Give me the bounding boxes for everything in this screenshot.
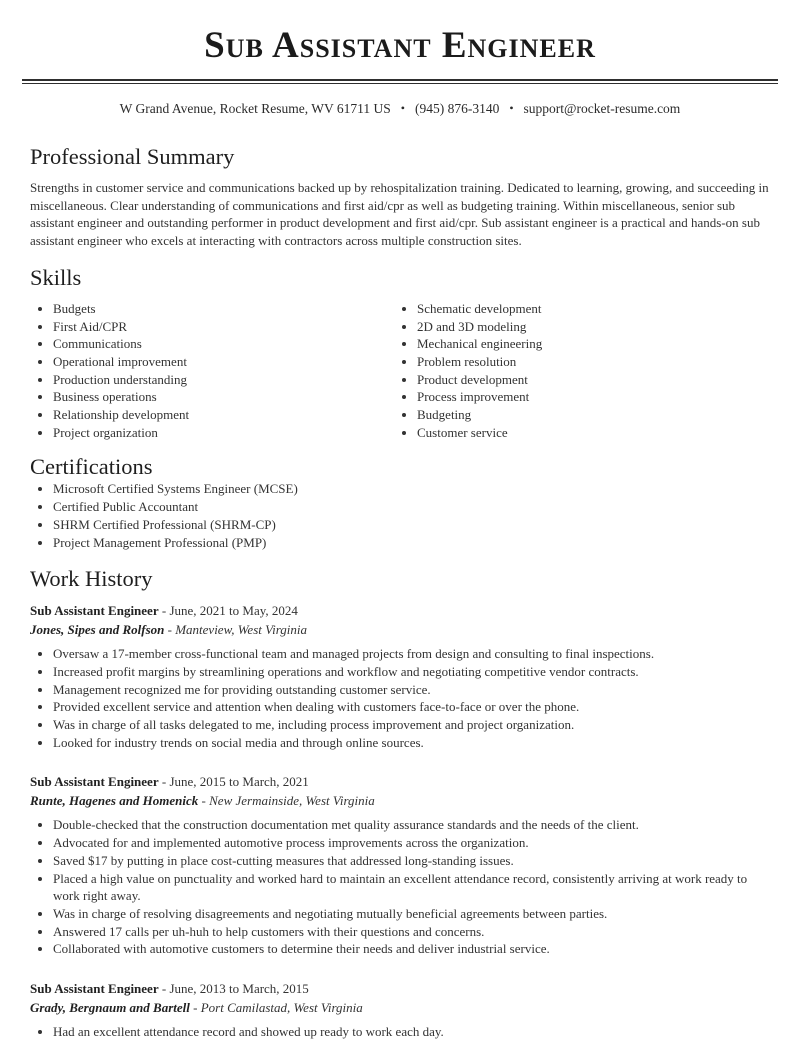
skill-item: • Operational improvement [53,353,400,371]
job-dates: June, 2015 to March, 2021 [169,774,309,790]
section-certifications [30,454,770,551]
job-title-separator: - [158,774,170,790]
job-title-line [30,602,770,621]
skills-columns [30,300,770,442]
job-bullet: • Increased profit margins by streamlining operations and workflow and negotiating competitive vendor contracts. [53,663,770,681]
certification-item: • Microsoft Certified Systems Engineer (MCSE) [53,480,770,498]
summary-paragraph: Strengths in customer service and communications backed up by rehospitalization training. Dedicated to learning, growing, and succeeding in miscellaneous. Clear understanding of communications and first aid/cpr as well as budgeting training. Within miscellaneous, senior sub assistant engineer and outstanding performer in product development and first aid/cpr. Sub assistant engineer is a practical and hands-on sub assistant engineer who excels at interacting with contractors across multiple construction sites. [30,180,769,249]
job-title-separator: - [158,981,170,997]
job-company-line [30,792,770,811]
skill-item: • First Aid/CPR [53,318,400,336]
job-entry [30,773,770,958]
certification-item: • Certified Public Accountant [53,498,770,516]
job-dates: June, 2013 to March, 2015 [169,981,309,997]
skill-item: • Business operations [53,388,400,406]
skill-item: • Budgets [53,300,400,318]
job-company-line [30,999,770,1018]
job-title: Sub Assistant Engineer [30,603,159,619]
contact-email: support@rocket-resume.com [523,101,681,116]
skill-item: • Problem resolution [417,353,770,371]
skill-item: • Relationship development [53,406,400,424]
bullet-separator-icon: • [509,101,514,115]
job-title: Sub Assistant Engineer [30,774,159,790]
contact-address: W Grand Avenue, Rocket Resume, WV 61711 US [119,101,391,116]
job-entry [30,980,770,1041]
job-bullet: • Looked for industry trends on social media and through online sources. [53,734,770,752]
skill-item: • Project organization [53,424,400,442]
job-bullet: • Was in charge of resolving disagreements and negotiating mutually beneficial agreements between parties. [53,905,770,923]
skill-item: • Mechanical engineering [417,335,770,353]
skill-item: • Production understanding [53,371,400,389]
section-heading-professional-summary: Professional Summary [30,144,235,169]
job-entry [30,602,770,751]
job-bullet: • Advocated for and implemented automotive process improvements across the organization. [53,834,770,852]
skill-item: • Product development [417,371,770,389]
section-heading-work-history: Work History [30,566,153,592]
job-header [30,602,770,639]
divider-thin-line [22,83,778,84]
section-work-history [30,566,770,1041]
job-bullet: • Double-checked that the construction documentation met quality assurance standards and the needs of the client. [53,816,770,834]
job-bullet-list [30,645,770,751]
skill-item: • 2D and 3D modeling [417,318,770,336]
certification-item: • SHRM Certified Professional (SHRM-CP) [53,516,770,534]
job-title-line [30,773,770,792]
job-company-separator: - [164,621,176,637]
job-bullet: • Had an excellent attendance record and showed up ready to work each day. [53,1023,770,1041]
job-company: Grady, Bergnaum and Bartell [30,999,190,1015]
contact-line [30,101,770,117]
certification-item: • Project Management Professional (PMP) [53,534,770,552]
job-bullet: • Was in charge of all tasks delegated to me, including process improvement and project organization. [53,716,770,734]
job-company: Runte, Hagenes and Homenick [30,792,199,808]
resume-page [0,26,800,1041]
section-professional-summary [30,144,770,250]
job-bullet: • Collaborated with automotive customers to determine their needs and deliver industrial service. [53,940,770,958]
job-header [30,980,770,1017]
header-divider [22,79,778,84]
bullet-separator-icon: • [400,101,405,115]
job-location: Manteview, West Virginia [175,621,308,637]
job-bullet: • Management recognized me for providing outstanding customer service. [53,681,770,699]
job-company-separator: - [198,792,210,808]
skills-list-left [30,300,400,442]
skill-item: • Customer service [417,424,770,442]
job-bullet: • Placed a high value on punctuality and worked hard to maintain an excellent attendance record, consistently arriving at work ready to work right away. [53,870,770,905]
job-title-line [30,980,770,999]
skill-item: • Communications [53,335,400,353]
skills-list-right [400,300,770,442]
divider-thick-line [22,79,778,81]
job-dates: June, 2021 to May, 2024 [169,603,298,619]
skill-item: • Budgeting [417,406,770,424]
job-company: Jones, Sipes and Rolfson [30,621,165,637]
job-bullet-list [30,816,770,958]
job-bullet: • Oversaw a 17-member cross-functional team and managed projects from design and consulting to final inspections. [53,645,770,663]
resume-header [30,26,770,117]
job-bullet: • Answered 17 calls per uh-huh to help customers with their questions and concerns. [53,923,770,941]
job-bullet: • Provided excellent service and attention when dealing with customers face-to-face or over the phone. [53,698,770,716]
job-company-line [30,621,770,640]
job-title-separator: - [158,603,170,619]
job-title: Sub Assistant Engineer [30,981,159,997]
skill-item: • Process improvement [417,388,770,406]
section-heading-certifications: Certifications [30,454,153,480]
page-title: Sub Assistant Engineer [204,25,596,66]
section-heading-skills: Skills [30,264,82,290]
job-bullet: • Saved $17 by putting in place cost-cutting measures that addressed long-standing issues. [53,852,770,870]
job-header [30,773,770,810]
job-bullet-list [30,1023,770,1041]
skill-item: • Schematic development [417,300,770,318]
contact-phone: (945) 876-3140 [414,101,500,116]
job-company-separator: - [189,999,201,1015]
job-location: Port Camilastad, West Virginia [200,999,363,1015]
section-skills [30,265,770,442]
certifications-list [30,480,770,551]
job-location: New Jermainside, West Virginia [209,792,375,808]
